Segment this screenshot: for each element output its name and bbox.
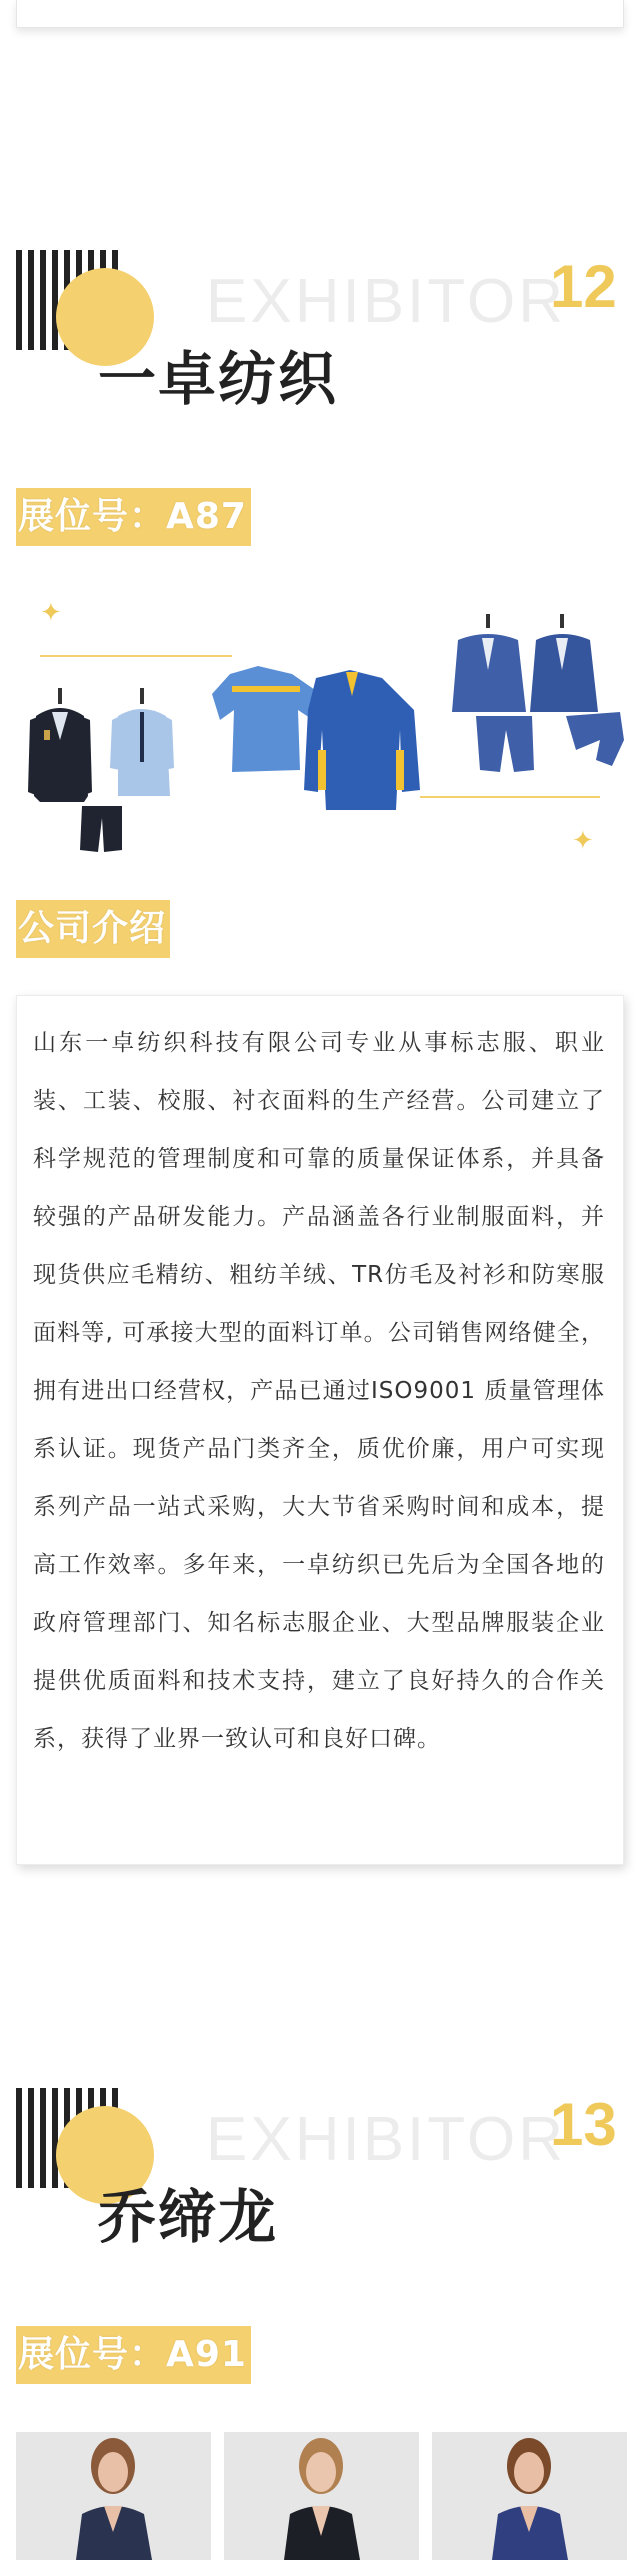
company-intro-label: 公司介绍: [16, 900, 170, 958]
company-description-text: 山东一卓纺织科技有限公司专业从事标志服、职业装、工装、校服、衬衣面料的生产经营。公司建立了科学规范的管理制度和可靠的质量保证体系，并具备较强的产品研发能力。产品涵盖各行业制服面料，并现货供应毛精纺、粗纺羊绒、TR仿毛及衬衫和防寒服面料等, 可承接大型的面料订单。公司销售网络健全，拥有进出口经营权，产品已通过ISO9001 质量管理体系认证。现货产品门类齐全，质优价廉，用户可实现系列产品一站式采购，大大节省采购时间和成本，提高工作效率。多年来，一卓纺织已先后为全国各地的政府管理部门、知名标志服企业、大型品牌服装企业提供优质面料和技术支持，建立了良好持久的合作关系，获得了业界一致认可和良好口碑。: [33, 1030, 605, 1752]
exhibitor-watermark: EXHIBITOR: [206, 267, 567, 336]
exhibitor-watermark: EXHIBITOR: [206, 2105, 567, 2174]
exhibitor-number: 13: [550, 2091, 617, 2158]
previous-description-card: [16, 0, 624, 28]
exhibitor-number: 12: [550, 253, 617, 320]
suit-illustration: [452, 614, 624, 772]
sparkle-icon: ✦: [40, 598, 62, 628]
uniform-products-image: [0, 600, 640, 860]
product-photo: [432, 2432, 627, 2560]
booth-number-label: 展位号：A91: [16, 2326, 251, 2384]
product-photo: [224, 2432, 419, 2560]
security-uniform-illustration: [28, 688, 174, 852]
company-name: 一卓纺织: [98, 345, 339, 413]
sparkle-icon: ✦: [572, 826, 594, 856]
booth-number-label: 展位号：A87: [16, 488, 251, 546]
company-name: 乔缔龙: [98, 2183, 279, 2251]
company-description-card: [16, 995, 624, 1865]
workwear-illustration: [212, 666, 420, 810]
exhibitor-header-13: [0, 2088, 640, 2258]
exhibitor-header-12: [0, 250, 640, 420]
product-photo: [16, 2432, 211, 2560]
